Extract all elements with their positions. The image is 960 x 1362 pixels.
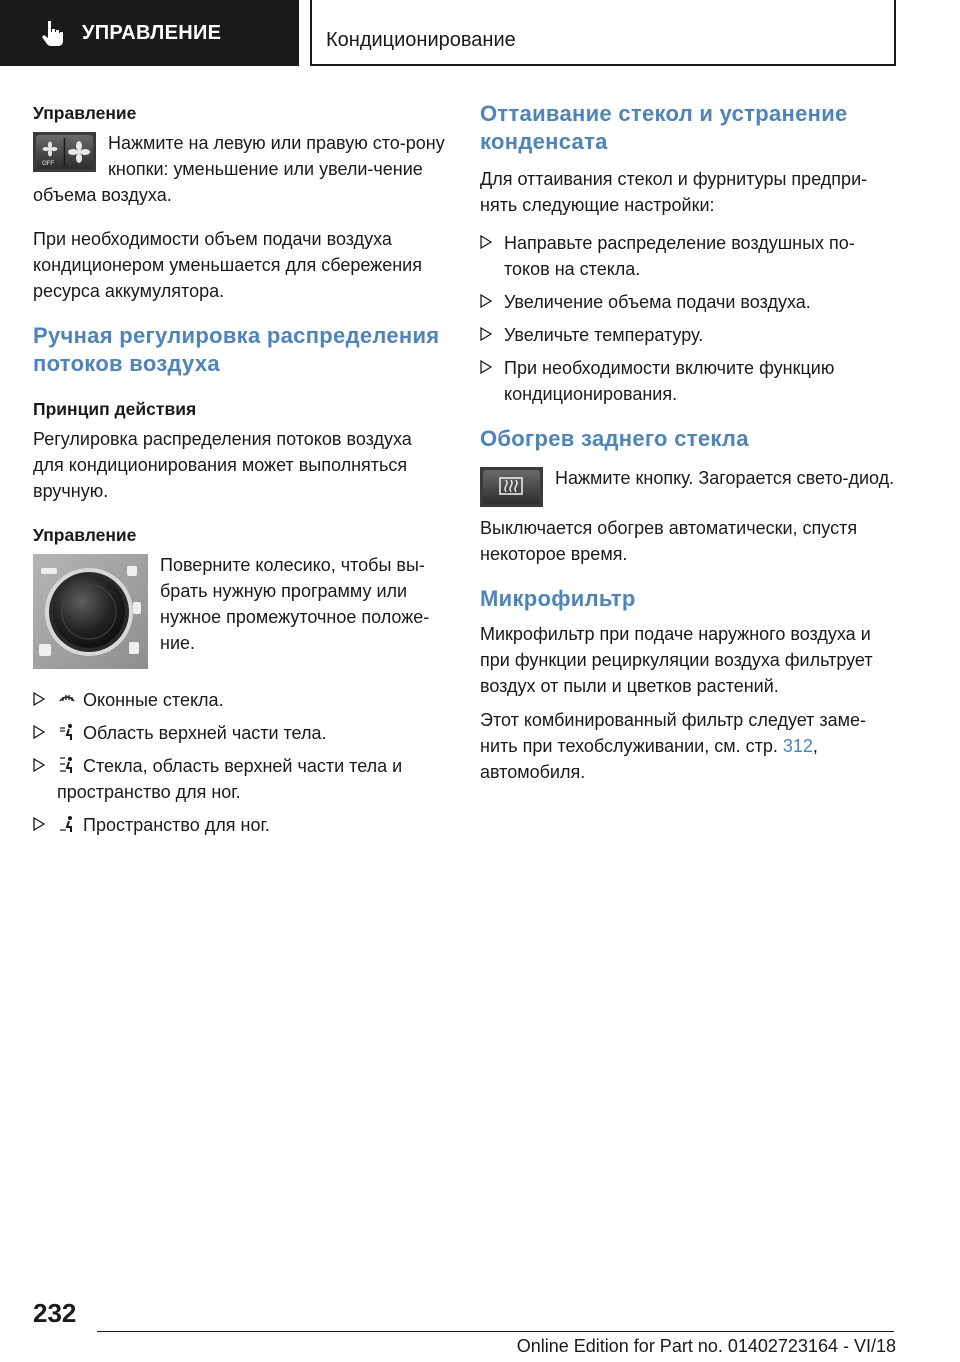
list-item xyxy=(33,753,447,805)
replacement-text-end: , автомобиля. xyxy=(480,736,818,782)
fan-speed-button-image xyxy=(33,132,96,172)
subheading-control: Управление xyxy=(33,103,137,123)
bullet-text: Область верхней части тела. xyxy=(83,723,327,743)
bullet-text: Оконные стекла. xyxy=(83,690,224,710)
list-item xyxy=(480,355,898,407)
air-distribution-knob-image xyxy=(33,554,148,669)
heading-rear-window-heating: Обогрев заднего стекла xyxy=(480,426,749,451)
list-item xyxy=(33,720,447,746)
bullet-text: Направьте распределение воздушных по-токов на стекла. xyxy=(504,233,855,279)
fan-button-block xyxy=(33,130,447,208)
page-number: 232 xyxy=(33,1298,77,1328)
bullet-triangle-icon xyxy=(480,294,492,308)
bullet-text: Стекла, область верхней части тела и пространство для ног. xyxy=(57,756,403,802)
knob-instruction: Поверните колесико, чтобы вы-брать нужную программу или нужное промежуточное положе-ние. xyxy=(160,555,430,653)
rear-heating-instruction: Нажмите кнопку. Загорается свето-диод. xyxy=(555,468,895,488)
rear-heating-paragraph: Выключается обогрев автоматически, спустя некоторое время. xyxy=(480,518,858,564)
list-item xyxy=(480,289,898,315)
air-distribution-list xyxy=(33,687,447,838)
fan-button-instruction: Нажмите на левую или правую сто-рону кнопки: уменьшение или увели-чение объема воздуха. xyxy=(33,133,445,205)
bullet-text: Увеличьте температуру. xyxy=(504,325,704,345)
svg-text:OFF: OFF xyxy=(42,161,54,167)
footwell-icon xyxy=(57,814,77,834)
bullet-triangle-icon xyxy=(480,235,492,249)
bullet-text: Пространство для ног. xyxy=(83,815,270,835)
list-item xyxy=(33,812,447,838)
subheading-control-2: Управление xyxy=(33,525,137,545)
bullet-triangle-icon xyxy=(480,327,492,341)
principle-paragraph: Регулировка распределения потоков воздуха для кондиционирования может выполняться вручную. xyxy=(33,429,412,501)
bullet-text: Увеличение объема подачи воздуха. xyxy=(504,292,811,312)
heading-manual-air-distribution: Ручная регулировка распределения потоков воздуха xyxy=(33,323,440,376)
left-column xyxy=(33,100,447,845)
section-tab-label: УПРАВЛЕНИЕ xyxy=(82,21,222,44)
list-item xyxy=(480,322,898,348)
filter-replacement-paragraph xyxy=(480,707,898,785)
page-reference-link[interactable]: 312 xyxy=(782,736,813,756)
windshield-body-feet-icon xyxy=(57,755,77,775)
list-item xyxy=(33,687,447,713)
footer-divider xyxy=(97,1331,894,1332)
hand-pointer-icon xyxy=(38,18,68,48)
bullet-triangle-icon xyxy=(33,692,45,706)
battery-saving-paragraph: При необходимости объем подачи воздуха кондиционером уменьшается для сбережения ресурса аккумулятора. xyxy=(33,229,422,301)
defrost-steps-list xyxy=(480,230,898,407)
rear-heating-button-block xyxy=(480,465,898,507)
bullet-triangle-icon xyxy=(33,758,45,772)
edition-text: Online Edition for Part no. 01402723164 - VI/18 xyxy=(516,1336,896,1356)
rear-window-heating-button-image xyxy=(480,467,543,507)
chapter-header xyxy=(310,0,896,66)
list-item xyxy=(480,230,898,282)
right-column xyxy=(480,100,898,785)
heading-microfilter: Микрофильтр xyxy=(480,586,636,611)
bullet-text: При необходимости включите функцию кондиционирования. xyxy=(504,358,835,404)
subheading-principle: Принцип действия xyxy=(33,399,197,419)
windshield-icon xyxy=(57,689,77,709)
replacement-text: Этот комбинированный фильтр следует заме-нить при техобслуживании, см. стр. xyxy=(480,710,867,756)
heading-defrost: Оттаивание стекол и устранение конденсата xyxy=(480,101,848,154)
bullet-triangle-icon xyxy=(33,817,45,831)
chapter-title: Кондиционирование xyxy=(326,29,516,51)
distribution-knob-block xyxy=(33,552,447,669)
bullet-triangle-icon xyxy=(480,360,492,374)
section-tab xyxy=(0,0,299,66)
bullet-triangle-icon xyxy=(33,725,45,739)
defrost-paragraph: Для оттаивания стекол и фурнитуры предпри-нять следующие настройки: xyxy=(480,169,868,215)
upper-body-icon xyxy=(57,722,77,742)
microfilter-paragraph: Микрофильтр при подаче наружного воздуха и при функции рециркуляции воздуха фильтрует воздух от пыли и цветков растений. xyxy=(480,624,873,696)
